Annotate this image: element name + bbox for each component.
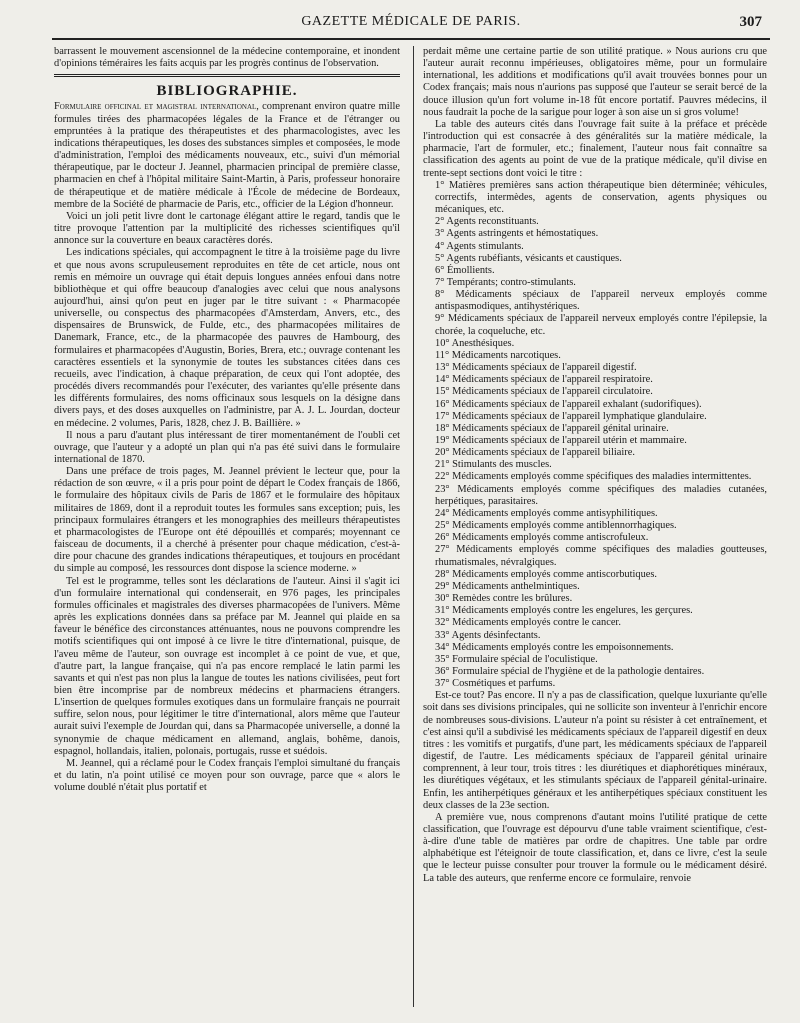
list-item: 22° Médicaments employés comme spécifiques des maladies intermittentes. — [435, 471, 752, 483]
list-item: 5° Agents rubéfiants, vésicants et caustiques. — [435, 252, 622, 264]
list-item: 13° Médicaments spéciaux de l'appareil digestif. — [435, 362, 637, 374]
list-item: 35° Formulaire spécial de l'oculistique. — [435, 653, 598, 665]
list-item: 25° Médicaments employés comme antiblennorrhagiques. — [435, 520, 677, 532]
list-item: 24° Médicaments employés comme antisyphilitiques. — [435, 507, 658, 519]
paragraph: Il nous a paru d'autant plus intéressant de tirer momentanément de l'oubli cet ouvrage, que l'auteur y a adopté un plan qui n'a pas été suivi dans le formulaire international de 1870. — [54, 429, 400, 465]
list-item: 20° Médicaments spéciaux de l'appareil biliaire. — [435, 447, 635, 459]
header-rule — [52, 38, 770, 40]
paragraph: Les indications spéciales, qui accompagnent le titre à la troisième page du livre et que nous avons scrupuleusement reproduites en tête de cet article, nous ont remis en mémoire un ouvrage qui était depuis longues années enfoui dans notre bibliothèque et qui offre beaucoup d'analogies avec celui que nous analysons aujourd'hui, ainsi qu'on peut en juger par le titre suivant : « Pharmacopée universelle, ou conspectus des pharmacopées d'Amsterdam, Anvers, etc., des dispensaires de Brunswick, de Fulde, etc., des pharmacopées militaires de Danemark, France, etc., de la pharmacopée des pauvres de Hambourg, des formulaires et pharmacopées d'Augustin, Bories, Brera, etc.; ouvrage contenant les caractères essentiels et la synonymie de toutes les substances citées dans ces recueils, avec l'indication, à chaque préparation, de ceux qui l'ont adoptée, des procédés divers recommandés pour l'exécuter, des variantes qu'elle présente dans les différents formulaires, des noms officinaux sous lesquels on la désigne dans divers pays, et des doses auxquelles on l'administre, par A. J. L. Jourdan, docteur en médecine. 2 volumes, Paris, 1828, chez J. B. Baillière. » — [54, 247, 400, 429]
paragraph: Est-ce tout? Pas encore. Il n'y a pas de classification, quelque luxuriante qu'elle soit dans ses divisions principales, qui ne sollicite son inventeur à l'enrichir encore de nombreuses sous-divisions. L'auteur n'a point su résister à cet entraînement, et c'est ainsi qu'il a subdivisé les médicaments spéciaux de l'appareil digestif en deux titres : les vomitifs et purgatifs, d'une part, les médicaments spéciaux de l'appareil digestif, de l'autre. Les médicaments spéciaux de l'appareil génital urinaire comprennent, à leur tour, trois titres : les diurétiques et diaphorétiques minéraux, les diurétiques végétaux, et les stimulants spéciaux de l'appareil génital-urinaire. Enfin, les antiherpétiques généraux et les antiherpétiques spéciaux constituent les deux classes de la 23e section. — [423, 690, 767, 811]
left-column — [54, 46, 400, 794]
list-item: 6° Émollients. — [435, 264, 495, 276]
list-item: 1° Matières premières sans action thérapeutique bien déterminée; véhicules, correctifs, intermèdes, agents de conservation, agents physiques ou mécaniques, etc. — [435, 179, 767, 216]
list-item: 37° Cosmétiques et parfums. — [435, 678, 556, 690]
list-item: 30° Remèdes contre les brûlures. — [435, 593, 573, 605]
list-item: 2° Agents reconstituants. — [435, 216, 539, 228]
list-item: 29° Médicaments anthelmintiques. — [435, 580, 580, 592]
paragraph: M. Jeannel, qui a réclamé pour le Codex français l'emploi simultané du français et du latin, n'a point utilisé ce moyen pour son ouvrage, parce que « alors le volume doublé n'était plus portatif et — [54, 757, 400, 794]
list-item: 27° Médicaments employés comme spécifiques des maladies goutteuses, rhumatismales, névralgiques. — [435, 544, 767, 568]
section-rule-top — [54, 74, 400, 75]
list-item: 26° Médicaments employés comme antiscrofuleux. — [435, 532, 649, 544]
section-list — [423, 180, 767, 691]
journal-title: GAZETTE MÉDICALE DE PARIS. — [301, 14, 521, 29]
list-item: 21° Stimulants des muscles. — [435, 459, 552, 471]
right-column — [423, 46, 767, 885]
list-item: 17° Médicaments spéciaux de l'appareil lymphatique glandulaire. — [435, 410, 707, 422]
paragraph: Voici un joli petit livre dont le cartonage élégant attire le regard, tandis que le titre provoque l'attention par la multiplicité des richesses scientifiques qu'il annonce sur la couverture en beaux caractères dorés. — [54, 210, 400, 247]
list-item: 32° Médicaments employés contre le cancer. — [435, 617, 621, 629]
list-item: 23° Médicaments employés comme spécifiques des maladies cutanées, herpétiques, parasitaires. — [435, 483, 767, 507]
paragraph: A première vue, nous comprenons d'autant moins l'utilité pratique de cette classification, que l'ouvrage est dépourvu d'une table vraiment scientifique, c'est-à-dire d'une table de matières par ordre de chapitres. Une table par ordre alphabétique est l'éteignoir de toute classification, et, dans ce livre, c'est la seule que le lecteur puisse consulter pour trouver la formule ou le médicament désiré. La table des auteurs, que renferme encore ce formulaire, renvoie — [423, 811, 767, 884]
list-item: 33° Agents désinfectants. — [435, 629, 541, 641]
list-item: 10° Anesthésiques. — [435, 337, 515, 349]
book-title: Formulaire officinal et magistral international, — [54, 101, 259, 113]
list-item: 31° Médicaments employés contre les engelures, les gerçures. — [435, 605, 693, 617]
list-item: 14° Médicaments spéciaux de l'appareil respiratoire. — [435, 374, 653, 386]
list-item: 19° Médicaments spéciaux de l'appareil utérin et mammaire. — [435, 435, 687, 446]
list-item: 7° Tempérants; contro-stimulants. — [435, 276, 576, 288]
list-item: 4° Agents stimulants. — [435, 240, 524, 252]
paragraph: La table des auteurs cités dans l'ouvrage fait suite à la préface et précède l'introduction qui est consacrée à des généralités sur la matière médicale, la pharmacie, l'art de formuler, etc.; finalement, l'auteur nous fait connaître sa classification des agents au point de vue de la pratique médicale, qu'il divise en trente-sept sections dont voici le titre : — [423, 118, 767, 179]
column-separator — [413, 46, 414, 1007]
list-item: 3° Agents astringents et hémostatiques. — [435, 228, 599, 240]
list-item: 8° Médicaments spéciaux de l'appareil nerveux employés comme antispasmodiques, antihystériques. — [435, 289, 767, 313]
list-item: 18° Médicaments spéciaux de l'appareil génital urinaire. — [435, 422, 669, 434]
section-rule-bottom — [54, 76, 400, 77]
list-item: 15° Médicaments spéciaux de l'appareil circulatoire. — [435, 386, 653, 398]
list-item: 28° Médicaments employés comme antiscorbutiques. — [435, 568, 658, 580]
book-description: comprenant environ quatre mille formules tirées des pharmacopées légales de la France et de l'étranger ou empruntées à la pratique des thérapeutistes et des pharmacologistes, avec les indications thérapeutiques, les doses des substances simples et composées, le mode d'administration, l'emploi des médicaments nouveaux, etc., suivi d'un mémorial thérapeutique, par le docteur J. Jeannel, pharmacien principal de première classe, pharmacien en chef à l'hôpital militaire Saint-Martin, à Paris, professeur honoraire de thérapeutique et de matière médicale à l'École de médecine de Bordeaux, membre de la Société de pharmacie de Paris, etc., officier de la Légion d'honneur. — [54, 101, 400, 210]
list-item: 36° Formulaire spécial de l'hygiène et de la pathologie dentaires. — [435, 665, 705, 677]
paragraph: perdait même une certaine partie de son utilité pratique. » Nous aurions cru que l'auteur aurait reconnu impérieuses, obligatoires même, pour un formulaire international, les additions et modifications qu'il avait trouvées bonnes pour un Codex français; mais nous n'aurions pas supposé que l'auteur se serait bercé de la douce illusion qu'un fort volume in-18 fût encore portatif. Pauvres médecins, il nous faudrait la poche de la sarigue pour loger à son aise un si gros volume! — [423, 46, 767, 118]
running-header — [52, 14, 770, 36]
list-item: 9° Médicaments spéciaux de l'appareil nerveux employés contre l'épilepsie, la chorée, la coqueluche, etc. — [435, 313, 767, 337]
page-number: 307 — [739, 14, 762, 30]
section-title: BIBLIOGRAPHIE. — [156, 83, 298, 100]
paragraph: Tel est le programme, telles sont les déclarations de l'auteur. Ainsi il s'agit ici d'un formulaire international qui condenserait, en 976 pages, les principales formules officinales et magistrales des diverses pharmacopées de l'univers. Même après les explications données dans sa préface par M. Jeannel qui plaide en sa faveur le bénéfice des circonstances atténuantes, nous ne pouvons comprendre les motifs scientifiques qui ont imposé à ce livre le titre d'international, puisque, de l'aveu même de l'auteur, son ouvrage est incomplet à ce point de vue, et que, d'autre part, la langue française, qui n'a pas encore remplacé le latin parmi les savants et qui n'est pas non plus la langue de toutes les nations civilisées, peut fort bien être incomprise par de nombreux médecins et pharmaciens étrangers. L'insertion de quelques formules exotiques dans un formulaire français ne pourrait suffire, selon nous, pour légitimer le titre d'international, alors même que l'auteur aurait suivi l'exemple de Jourdan qui, dans sa Pharmacopée universelle, a donné la synonymie de chaque médicament en allemand, anglais, bohême, danois, espagnol, hollandais, italien, polonais, portugais, russe et suédois. — [54, 575, 400, 757]
list-item: 16° Médicaments spéciaux de l'appareil exhalant (sudorifiques). — [435, 398, 702, 410]
list-item: 11° Médicaments narcotiques. — [435, 349, 561, 361]
intro-paragraph: barrassent le mouvement ascensionnel de la médecine contemporaine, et inondent d'opinions téméraires les faits acquis par les progrès continus de l'observation. — [54, 46, 400, 70]
paragraph: Dans une préface de trois pages, M. Jeannel prévient le lecteur que, pour la rédaction de son œuvre, « il a pris pour point de départ le Codex français de 1866, le formulaire des hôpitaux civils de Paris de 1867 et le formulaire des hôpitaux militaires de 1869, dont il a reproduit toutes les formules sans exception; puis, les principaux formulaires étrangers et les monographies des meilleurs thérapeutistes et pharmacologistes de l'Europe ont été dépouillés et comparés; moyennant ce faisceau de documents, il a cherché à présenter pour chaque médication, c'est-à-dire pour chacune des grandes indications thérapeutiques, et toujours en procédant du simple au composé, les ressources dont dispose la science moderne. » — [54, 466, 400, 575]
list-item: 34° Médicaments employés contre les empoisonnements. — [435, 641, 674, 653]
book-entry — [54, 101, 400, 210]
